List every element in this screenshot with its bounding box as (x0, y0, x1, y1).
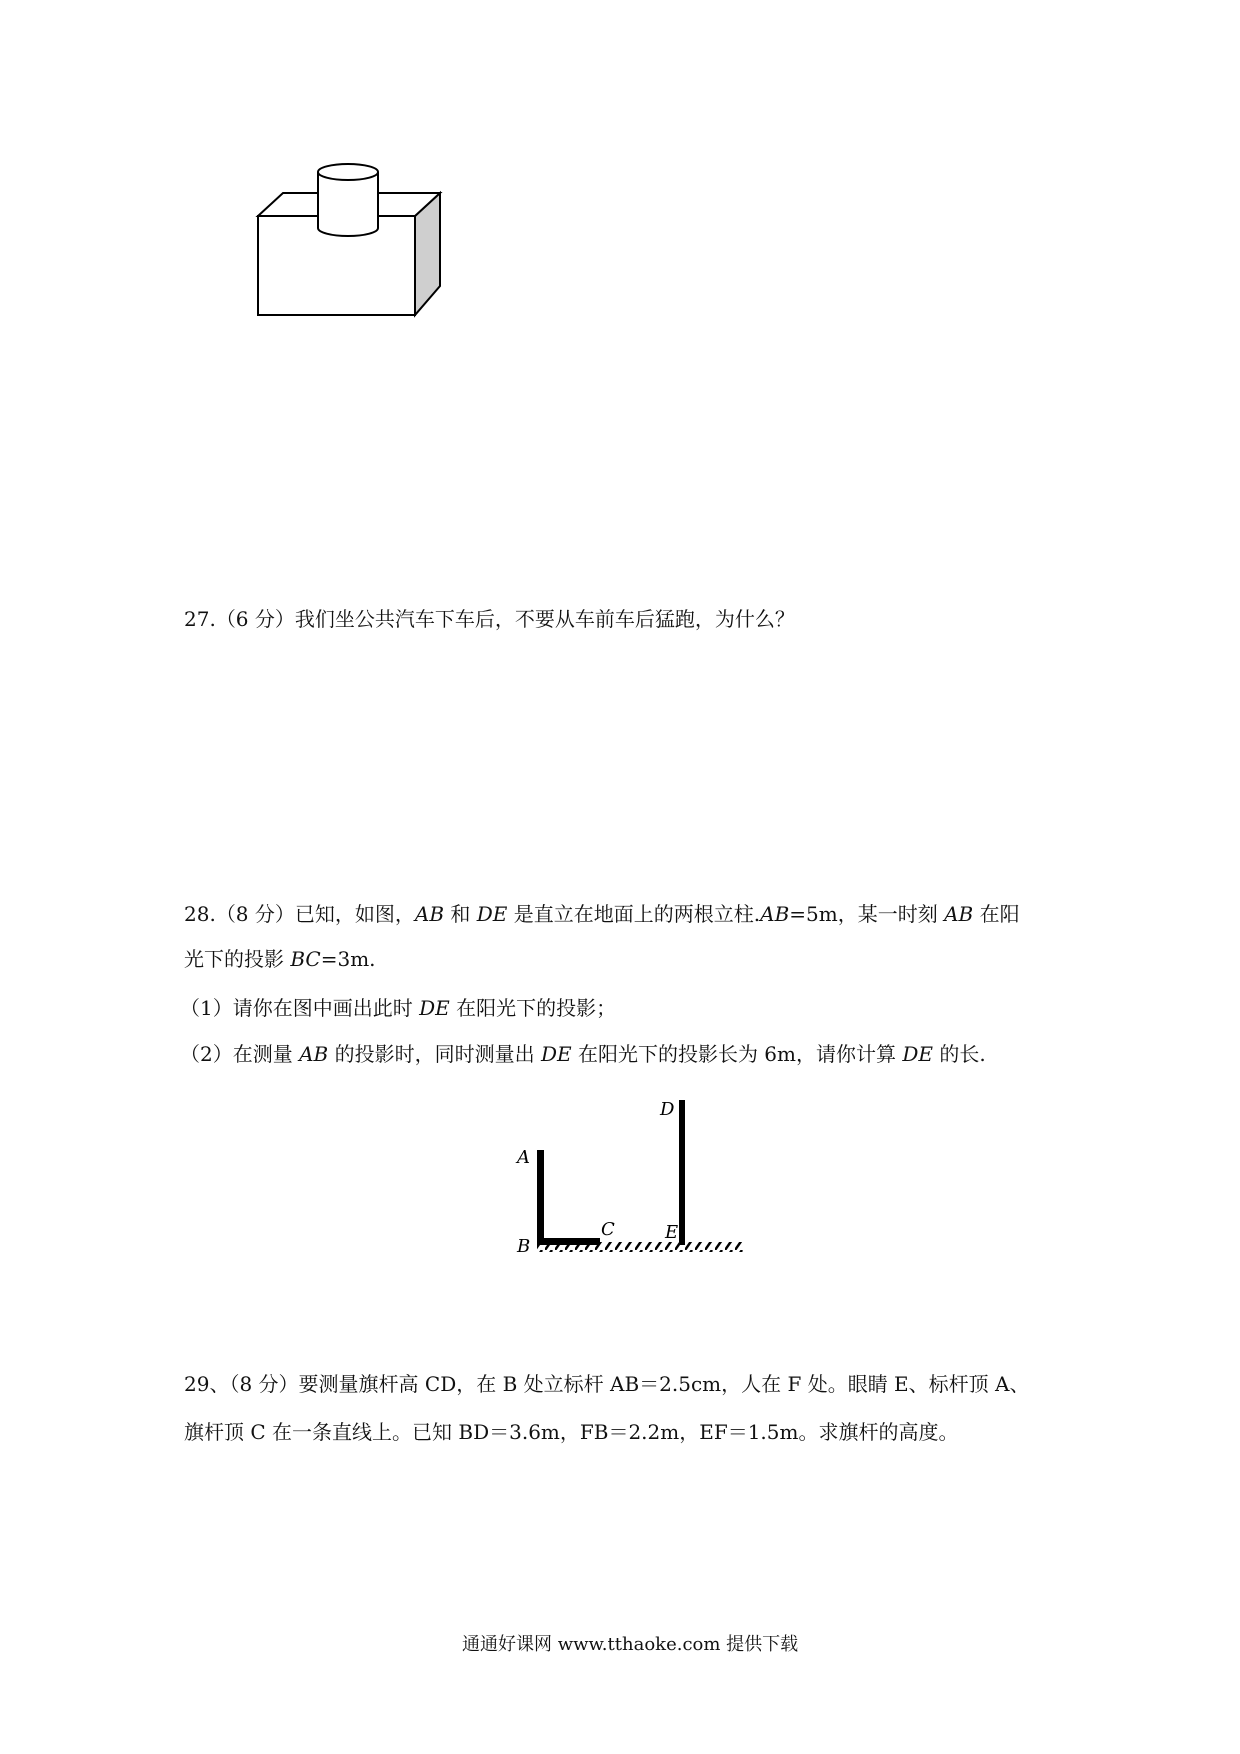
q28-intro-b: 是直立在地面上的两根立柱. (507, 902, 761, 926)
page-footer (462, 1630, 798, 1656)
question-29-line1 (184, 1370, 1029, 1398)
q27-score: （6 分） (215, 607, 295, 631)
q28-sub2-de2: DE (902, 1042, 933, 1066)
footer-text: 通通好课网 www.tthaoke.com 提供下载 (462, 1634, 799, 1655)
cylinder-top (318, 164, 378, 180)
q28-and: 和 (444, 902, 477, 926)
question-28-line1 (184, 900, 1020, 928)
label-a: A (517, 1147, 530, 1168)
shadow-bc (537, 1238, 600, 1245)
q28-line2-b: =3m. (320, 947, 376, 971)
question-29-line2 (184, 1418, 958, 1446)
q28-eq5: =5m，某一时刻 (789, 902, 945, 926)
question-28-sub1 (180, 994, 616, 1022)
q28-line2-a: 光下的投影 (184, 947, 291, 971)
q28-number: 28. (184, 902, 216, 926)
label-b: B (517, 1236, 531, 1257)
q28-intro-c: 在阳 (973, 902, 1020, 926)
question-27 (184, 605, 795, 633)
q28-de1: DE (476, 902, 508, 926)
posts-figure (505, 1090, 765, 1270)
q28-sub2-a: （2）在测量 (180, 1042, 300, 1066)
q28-ab1: AB (414, 902, 445, 926)
q29-line1: 29、（8 分）要测量旗杆高 CD，在 B 处立标杆 AB＝2.5cm，人在 F 处。眼睛 E、标杆顶 A、 (184, 1372, 1030, 1396)
q27-number: 27. (184, 607, 216, 631)
q28-bc: BC (290, 947, 321, 971)
label-c: C (601, 1219, 615, 1240)
label-d: D (660, 1099, 675, 1120)
q29-line2: 旗杆顶 C 在一条直线上。已知 BD＝3.6m，FB＝2.2m，EF＝1.5m。求旗杆的高度。 (184, 1420, 959, 1444)
q28-sub2-ab: AB (299, 1042, 329, 1066)
q28-score: （8 分） (215, 902, 295, 926)
question-28-sub2 (180, 1040, 986, 1068)
q28-ab3: AB (944, 902, 974, 926)
q28-sub2-de: DE (540, 1042, 572, 1066)
q27-text: 我们坐公共汽车下车后，不要从车前车后猛跑，为什么？ (294, 607, 795, 631)
q28-sub1-b: 在阳光下的投影； (449, 996, 617, 1020)
post-ab (537, 1150, 544, 1245)
q28-intro-a: 已知，如图， (294, 902, 415, 926)
q28-sub2-c: 在阳光下的投影长为 6m，请你计算 (571, 1042, 903, 1066)
cylinder-body (318, 172, 378, 236)
solid-figure (250, 160, 450, 320)
q28-sub1-de: DE (419, 996, 450, 1020)
label-e: E (665, 1222, 679, 1243)
question-28-line2 (184, 945, 376, 973)
q28-ab2: AB (760, 902, 790, 926)
q28-sub2-b: 的投影时，同时测量出 (328, 1042, 541, 1066)
post-de (679, 1100, 685, 1245)
q28-sub1-a: （1）请你在图中画出此时 (180, 996, 420, 1020)
q28-sub2-d: 的长. (933, 1042, 986, 1066)
